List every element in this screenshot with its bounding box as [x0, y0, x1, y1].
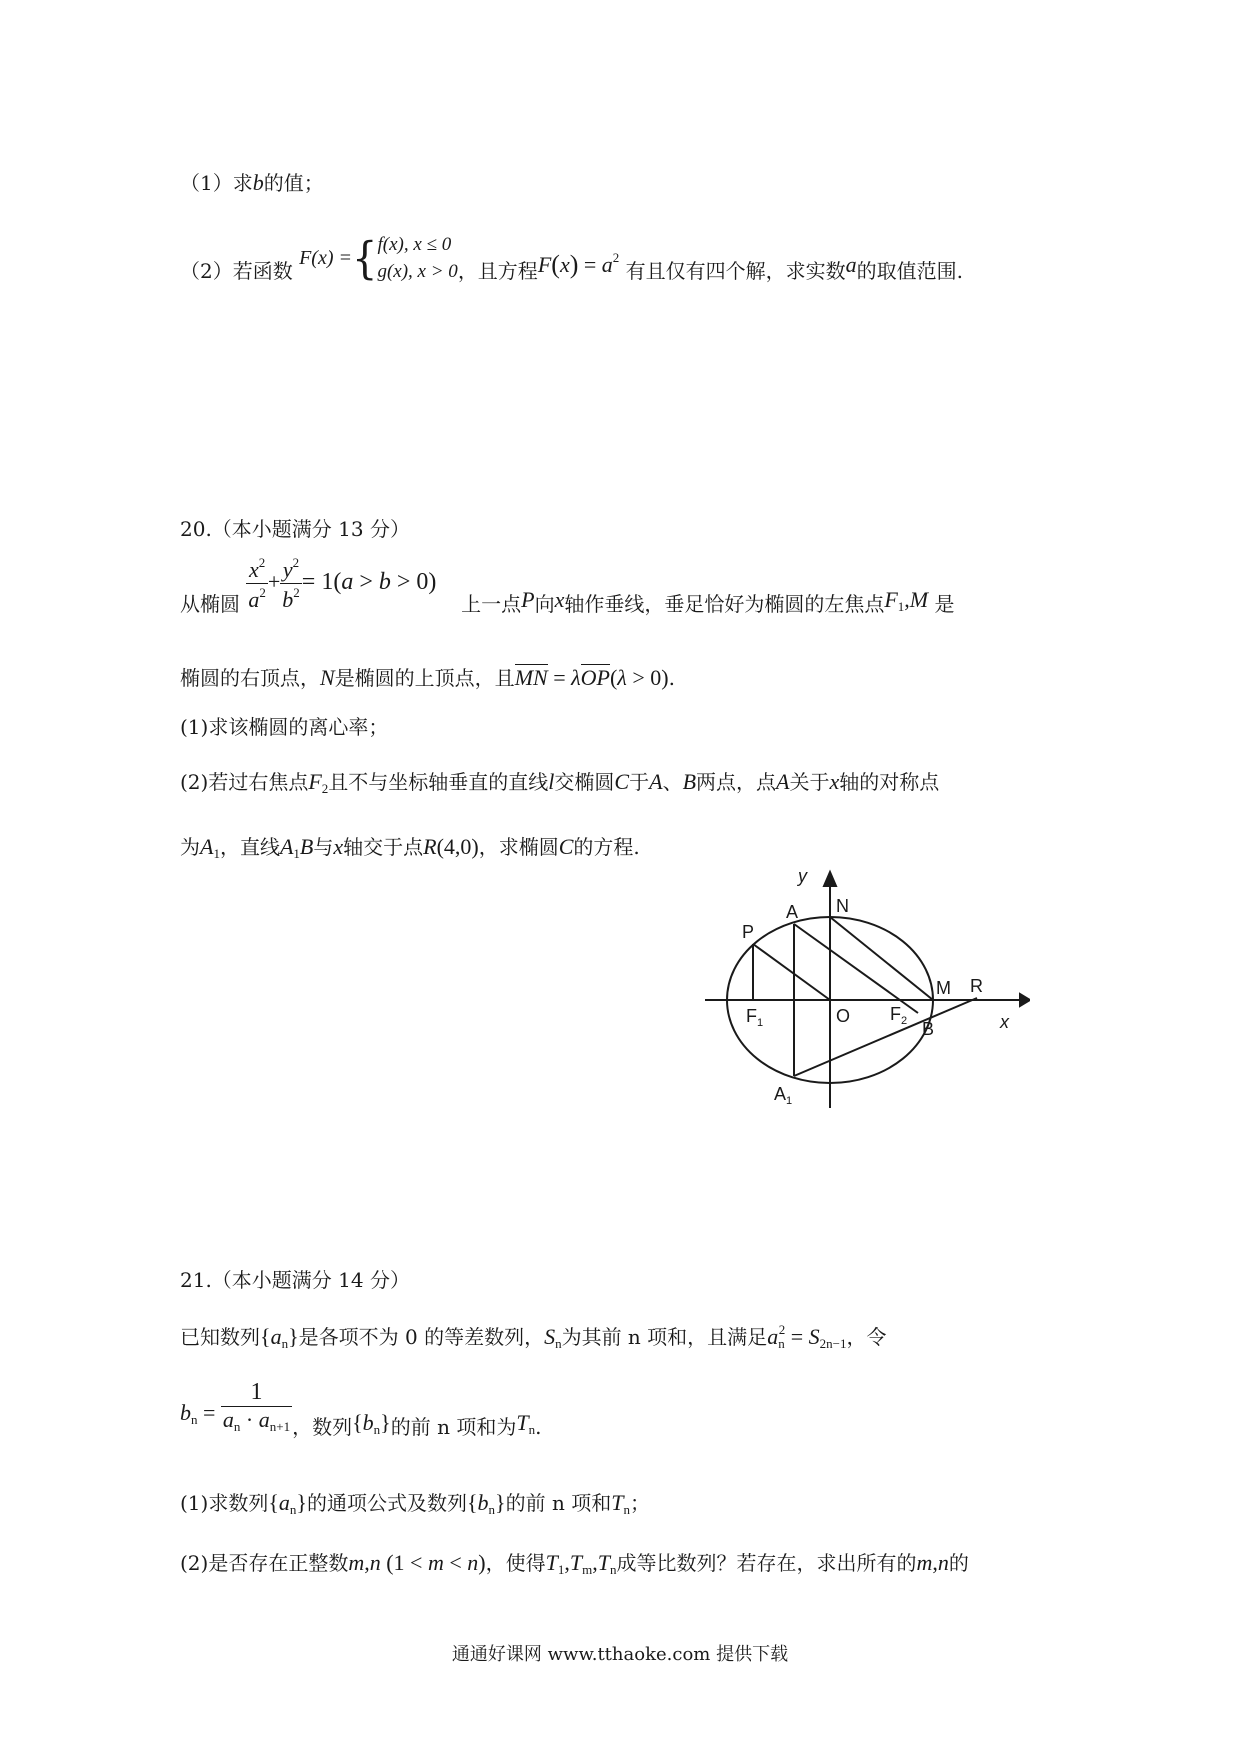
label-A: A — [786, 902, 799, 922]
label-R: R — [970, 976, 983, 996]
q20-line2: 椭圆的右顶点，N是椭圆的上顶点，且MN = λOP(λ > 0). — [180, 665, 675, 690]
q20-part2: (2)若过右焦点$F_2$且不与坐标轴垂直的直线l交椭圆C于A、B两点，点A关于x轴的对称点 — [180, 769, 940, 796]
y-axis-arrow — [824, 872, 836, 886]
case-1: f(x), x ≤ 0 — [377, 234, 452, 255]
q21-line2: $b_n$ = $\frac{1}{a_n \cdot a_{n+1}}$ ，数列$\{b_n\}$的前 n 项和为$T_n$. — [180, 1379, 542, 1439]
x-axis-arrow — [1020, 994, 1030, 1006]
label-F1: $F_1$ — [746, 1006, 764, 1029]
label-F2: $F_2$ — [890, 1004, 908, 1027]
q19-part2: （2）若函数 F(x) ={f(x), x ≤ 0 g(x), x > 0，且方程$F(x) = a^2$ 有且仅有四个解，求实数a的取值范围. — [180, 233, 964, 284]
label-P: P — [742, 922, 755, 942]
page-footer: 通通好课网 www.tthaoke.com 提供下载 — [451, 1644, 789, 1665]
q19-part1: （1）求b的值； — [180, 170, 324, 195]
label-N: N — [836, 896, 849, 916]
label-y: y — [798, 868, 807, 886]
q20-header: 20.（本小题满分 13 分） — [180, 517, 410, 541]
label-M: M — [936, 978, 951, 998]
line-PO — [753, 944, 830, 1000]
q21-part1: (1)求数列$\{a_n\}$的通项公式及数列$\{b_n\}$的前 n 项和$T_n$； — [180, 1490, 650, 1517]
case-2: g(x), x > 0 — [377, 260, 458, 282]
q20-line1: 从椭圆 $\frac{x^2}{a^2}$ + $\frac{y^2}{b^2}$ = 1(a > b > 0) 上一点P向x轴作垂线，垂足恰好为椭圆的左焦点$F_1,M$ 是 — [180, 555, 955, 616]
ellipse-figure — [690, 868, 1030, 1118]
label-B: B — [922, 1019, 935, 1039]
q21-line1: 已知数列$\{a_n\}$是各项不为 0 的等差数列，$S_n$为其前 n 项和，且满足$a_n^2 = S_{2n-1}$，令 — [180, 1322, 887, 1351]
label-A1: $A_1$ — [774, 1084, 793, 1107]
label-x: x — [1000, 1012, 1009, 1032]
label-O: O — [836, 1006, 851, 1026]
q21-header: 21.（本小题满分 14 分） — [180, 1268, 410, 1292]
line-A1R — [794, 998, 977, 1076]
q20-line4: 为$A_1$，直线$A_1B$与x轴交于点R(4,0)，求椭圆C的方程. — [180, 834, 640, 861]
q20-part1: (1)求该椭圆的离心率； — [180, 715, 389, 739]
q21-part2: (2)是否存在正整数m,n (1 < m < n)，使得$T_1,T_m,T_n$成等比数列？若存在，求出所有的m,n的 — [180, 1550, 969, 1577]
